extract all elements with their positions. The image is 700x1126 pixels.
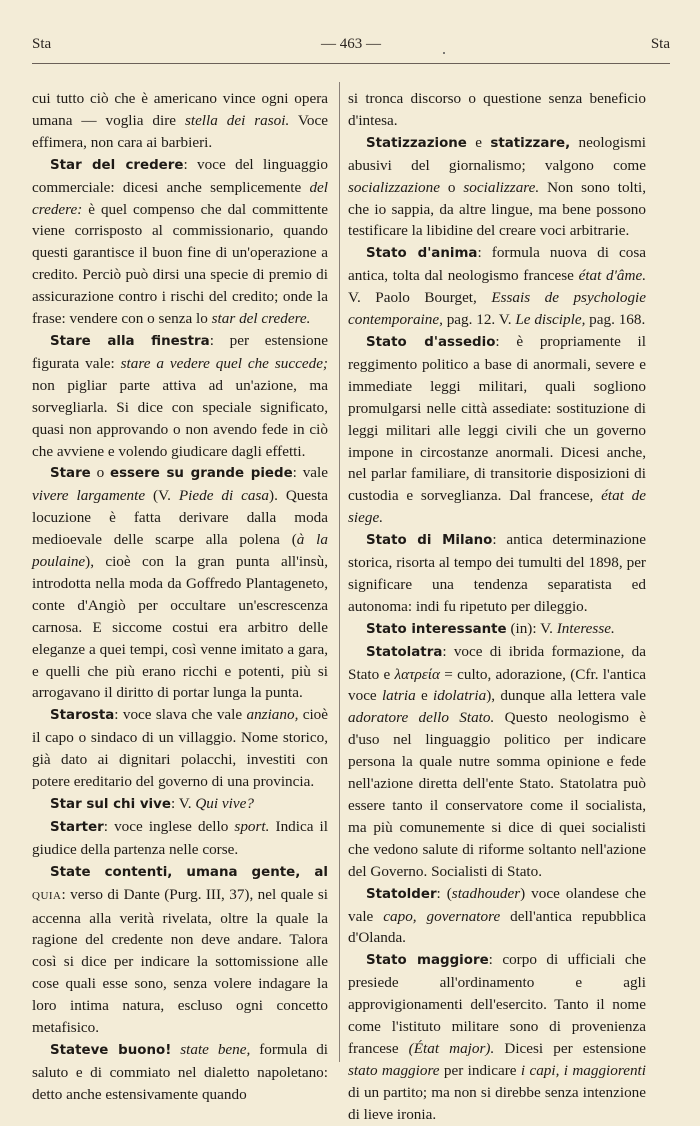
right-column — [348, 88, 646, 1126]
italic-text: Qui vive? — [195, 795, 254, 812]
dictionary-entry-star-sul-chi-vive — [32, 793, 328, 816]
entry-text: : voce inglese dello — [103, 817, 235, 835]
italic-text: latria — [381, 687, 416, 705]
entry-text: Questo neologismo è d'uso nel linguaggio politico per indicare persona la quale nutre somma opinione e fede nell'azione diretta dell'ente Stato. Statolatra può essere tanto il conservatore come il socialista, ma più comunemente si dice di quei socialisti che vedono salute di riforme soltanto nell'azione del Governo. Socialisti di Stato. — [348, 709, 647, 880]
dictionary-entry-stato-di-milano — [348, 529, 646, 618]
entry-text: (in): V. — [506, 619, 557, 637]
italic-text: capo, governatore — [383, 907, 501, 925]
entry-text: : formula nuova di cosa antica, tolta dal neologismo francese — [348, 244, 646, 285]
italic-text: stare a vedere quel che succede; — [120, 354, 328, 372]
header-rule — [32, 63, 670, 64]
entry-text: formula di saluto e di commiato nel dialetto napoletano: detto anche estensivamente quando — [32, 1040, 329, 1103]
italic-text: stato maggiore — [348, 1061, 440, 1079]
italic-text: socializzare. — [463, 178, 540, 196]
entry-text: : V. — [170, 795, 196, 812]
italic-text: λατρεία — [394, 665, 440, 683]
entry-text: : è propriamente il reggimento politico a base di anormali, severe e immediate leggi militari, quali sogliono promulgarsi nelle città assediate: sostituzione di leggi militari alle leggi civili che un governo impone in circostanze anormali. Dicesi anche, nel parlar familiare, di transitorie disposizioni di custodia e sorveglianza. Dal francese, — [348, 332, 646, 505]
entry-text: Dicesi per estensione — [494, 1039, 646, 1057]
entry-headword: Statolatra — [366, 644, 443, 660]
entry-text: neologismi abusivi del giornalismo; valgono come — [348, 133, 647, 174]
entry-headword: Star del credere — [50, 157, 184, 173]
dictionary-entry-stato-maggiore — [348, 949, 646, 1125]
dictionary-entry-statolder — [348, 883, 646, 950]
entry-text: Indica il giudice della partenza nelle corse. — [32, 817, 328, 858]
print-speck — [443, 52, 445, 54]
dictionary-entry-starosta — [32, 704, 328, 793]
entry-text: : antica determinazione storica, risorta al tempo dei tumulti del 1898, per significare una tendenza separatista ed autonoma: indi fu ripetuto per dileggio. — [348, 531, 646, 615]
dictionary-entry-starter — [32, 816, 328, 861]
page-number: — 463 — — [321, 36, 381, 52]
entry-headword: essere su grande piede — [110, 466, 293, 482]
entry-text: (V. — [145, 487, 179, 505]
dictionary-entry-stare-su-grande-piede — [32, 462, 328, 704]
dictionary-entry-stateve-buono — [32, 1039, 328, 1106]
italic-text: star del credere. — [211, 310, 311, 328]
entry-text: ), cioè con la gran punta all'insù, introdotta nella moda da Goffredo Plantageneto, conte d'Angiò per occultare un'escrescenza carnosa. E siccome costui era arbitro delle eleganze a quei tempi, così venne imitato a gara, e quelli che più erano ricchi e potenti, più si arrogavano il diritto di portar lunga la punta. — [32, 553, 328, 702]
entry-headword: Stato d'assedio — [366, 334, 496, 350]
entry-text: dell'antica repubblica d'Olanda. — [348, 907, 646, 947]
entry-text: Voce effimera, non cara ai barbieri. — [32, 111, 328, 151]
italic-text: sport. — [234, 817, 270, 835]
entry-text: V. Paolo Bourget, — [348, 289, 492, 307]
italic-text: idolatria — [433, 687, 487, 705]
italic-text: Piede di casa — [178, 487, 270, 505]
entry-text: : ( — [436, 884, 452, 902]
entry-headword: Stare alla finestra — [50, 333, 210, 349]
entry-text: non pigliar parte attiva ad un'azione, ma sorvegliarla. Si dice con speciale significato, quasi non approvando o non avendo fede in ciò che avviene e volendo giudicare dagli effetti. — [32, 376, 328, 460]
entry-headword: Star sul chi vive — [50, 797, 171, 812]
entry-text: Non sono tolti, che io sappia, da altre lingue, ma bene possono testificare la libidine del creare voci arbitrarie. — [348, 178, 647, 240]
entry-text: o — [439, 178, 464, 196]
italic-text: stella dei rasoi. — [184, 111, 290, 129]
entry-text: cui tutto ciò che è americano vince ogni opera umana — voglia dire — [32, 90, 328, 129]
column-divider — [339, 82, 340, 1062]
entry-text: e — [415, 687, 434, 705]
entry-headword: Stateve buono! — [50, 1042, 172, 1058]
entry-text: pag. 168. — [585, 311, 646, 329]
entry-headword: Stato interessante — [366, 621, 507, 637]
italic-text: à la poulaine — [32, 531, 328, 571]
entry-headword: Statizzazione — [366, 135, 467, 151]
italic-text: state bene, — [180, 1040, 251, 1058]
running-header — [32, 36, 670, 56]
entry-text: e — [466, 133, 491, 151]
dictionary-entry-cont2 — [348, 88, 646, 132]
dictionary-entry-state-contenti — [32, 861, 328, 1039]
italic-text: stadhouder — [451, 884, 521, 902]
entry-text — [171, 1041, 180, 1058]
entry-headword: Statolder — [366, 886, 437, 902]
entry-text: : voce del linguaggio commerciale: dicesi anche semplicemente — [32, 155, 329, 196]
entry-text: ). Questa locuzione è fatta derivare dalla moda medioevale delle scarpe alla polena ( — [32, 487, 328, 549]
dictionary-entry-stato-d-assedio — [348, 331, 646, 529]
entry-text: : voce slava che vale — [114, 706, 247, 724]
dictionary-entry-stato-d-anima — [348, 242, 646, 331]
dictionary-entry-star-del-credere — [32, 154, 328, 330]
entry-text: di un partito; ma non si direbbe senza intenzione di lieve ironia. — [348, 1083, 646, 1123]
dictionary-entry-statolatra — [348, 641, 646, 883]
dictionary-entry-stato-interessante — [348, 618, 646, 641]
dictionary-entry-cont — [32, 88, 328, 154]
italic-text: (État major). — [408, 1039, 495, 1057]
italic-text: socializzazione — [348, 178, 440, 196]
entry-text: : per estensione figurata vale: — [32, 331, 328, 372]
entry-text: è quel compenso che dal committente viene corrisposto al commissionario, quando questi garantisce il buon fine di un'operazione a credito. Perciò può dirsi una specie di premio di assicurazione contro i rischi del credito; onde la frase: vendere con o senza lo — [32, 200, 328, 328]
entry-text: = culto, adorazione, (Cfr. l'antica voce — [348, 665, 646, 705]
entry-text: ), dunque alla lettera vale — [486, 687, 646, 705]
entry-text: : corpo di ufficiali che presiede all'ordinamento e agli approvigionamenti dell'esercito. Tanto il nome come l'istituto militare sono di provenienza francese — [348, 951, 647, 1057]
entry-headword: Starter — [50, 819, 104, 835]
italic-text: i capi, i maggiorenti — [520, 1061, 646, 1079]
italic-text: vivere largamente — [32, 487, 146, 505]
entry-text: QUIA — [32, 889, 62, 902]
italic-text: Essais de psychologie contemporaine, — [348, 289, 647, 329]
italic-text: adoratore dello Stato. — [348, 709, 495, 727]
italic-text: del credere: — [32, 178, 328, 218]
italic-text: état d'âme. — [578, 267, 646, 285]
entry-headword: Starosta — [50, 708, 115, 724]
entry-text: o — [90, 464, 110, 482]
entry-text: : voce di ibrida formazione, da Stato e — [348, 642, 646, 683]
header-right-guideword: Sta — [650, 36, 670, 52]
italic-text: Le disciple, — [515, 311, 586, 329]
entry-text: : vale — [292, 464, 328, 482]
entry-text: cioè il capo o sindaco di un villaggio. Nome storico, già dato ai dignitari polacchi, investiti con potere ereditario del governo di una provincia. — [32, 706, 329, 791]
entry-headword: Stato maggiore — [366, 953, 489, 969]
italic-text: Interesse. — [556, 619, 615, 637]
entry-text: ) voce olandese che vale — [348, 884, 646, 925]
dictionary-entry-stare-alla-finestra — [32, 330, 328, 462]
header-left-guideword: Sta — [32, 36, 52, 52]
left-column — [32, 88, 328, 1106]
entry-text: per indicare — [439, 1061, 521, 1079]
entry-text: si tronca discorso o questione senza beneficio d'intesa. — [348, 90, 646, 129]
entry-headword: Stato d'anima — [366, 246, 478, 262]
entry-text: : verso di Dante (Purg. III, 37), nel quale si accenna alla verità rivelata, oltre la quale la ragione del credente non deve andare. Talora così si dice per indicare la sottomissione alle cose quali esse sono, senza volere indagare la loro intima natura, escluso ogni concetto metafisico. — [32, 885, 328, 1037]
italic-text: anziano, — [246, 706, 299, 724]
italic-text: état de siege. — [348, 487, 646, 527]
entry-text: pag. 12. V. — [442, 311, 516, 329]
entry-headword: Stato di Milano — [366, 533, 493, 549]
entry-headword: State contenti, umana gente, al — [50, 864, 328, 880]
entry-headword: Stare — [50, 466, 91, 482]
entry-headword: statizzare, — [490, 135, 571, 151]
dictionary-entry-statizzazione — [348, 132, 646, 243]
